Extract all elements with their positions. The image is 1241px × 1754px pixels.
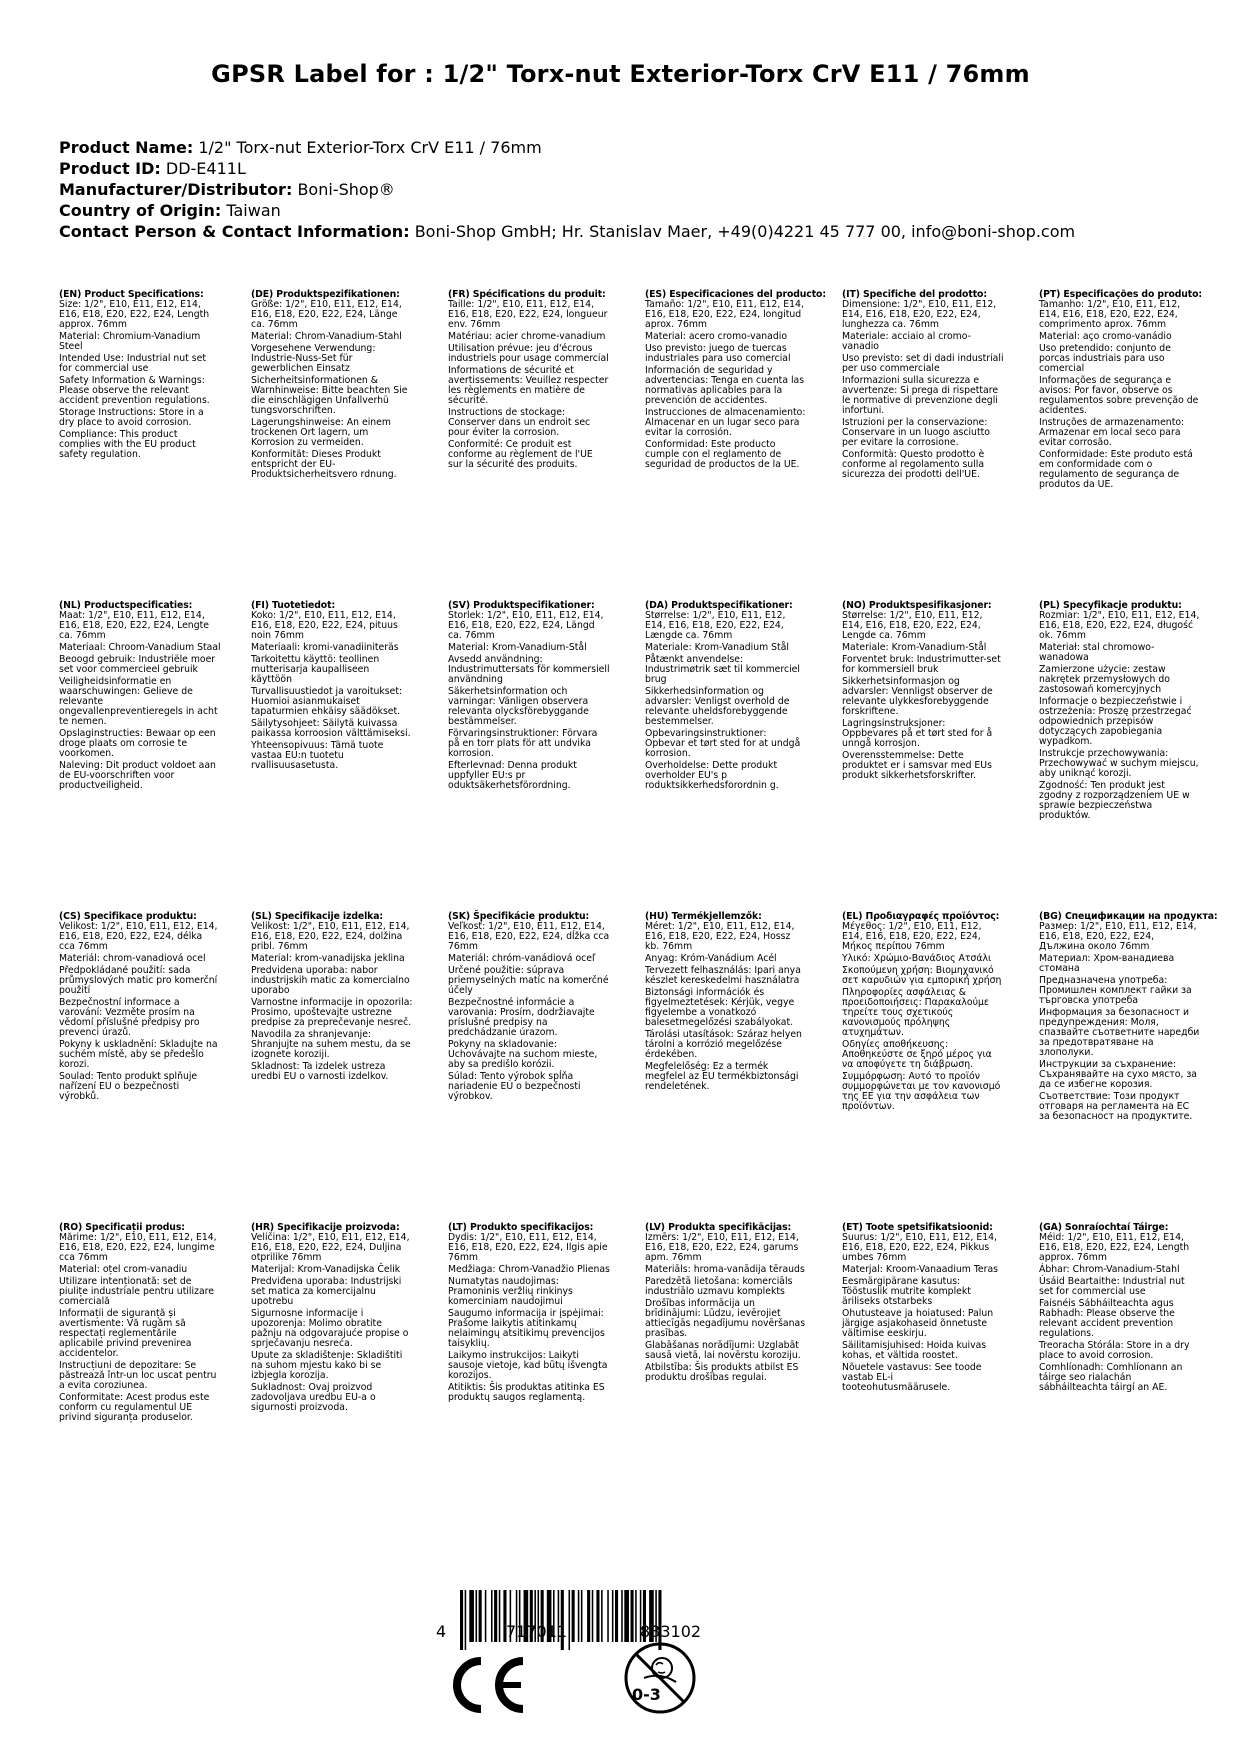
spec-section (842, 601, 1012, 783)
spec-section-header: (LV) Produkta specifikācijas: (645, 1222, 792, 1233)
spec-row (59, 601, 1229, 912)
spec-paragraph: Atbilstība: Šis produkts atbilst ES produktu drošības regulai. (645, 1362, 799, 1383)
spec-paragraph: Glabāšanas norādījumi: Uzglabāt sausā vietā, lai novērstu koroziju. (645, 1340, 801, 1361)
spec-section-header: (BG) Спецификации на продукта: (1039, 911, 1218, 922)
spec-paragraph: Suurus: 1/2", E10, E11, E12, E14, E16, E18, E20, E22, E24, Pikkus umbes 76mm (842, 1232, 997, 1263)
spec-section-header: (NO) Produktspesifikasjoner: (842, 600, 992, 611)
spec-paragraph: Utilizare intenționată: set de piulițe industriale pentru utilizare comercială (59, 1276, 215, 1307)
spec-paragraph: Saugumo informacija ir įspėjimai: Prašome laikytis atitinkamų nelaimingų atsitikimų prevencijos taisyklių. (448, 1308, 605, 1349)
spec-paragraph: Istruzioni per la conservazione: Conservare in un luogo asciutto per evitare la corrosione. (842, 417, 990, 448)
barcode-bar (581, 1590, 583, 1642)
barcode-bar (491, 1590, 493, 1642)
barcode-digit-first: 4 (436, 1622, 447, 1641)
spec-paragraph: Materijal: Krom-Vanadijska Čelik (251, 1264, 401, 1275)
spec-paragraph: Velikost: 1/2", E10, E11, E12, E14, E16, E18, E20, E22, E24, délka cca 76mm (59, 921, 218, 952)
spec-section-header: (ET) Toote spetsifikatsioonid: (842, 1222, 993, 1233)
spec-paragraph: Förvaringsinstruktioner: Förvara på en torr plats för att undvika korrosion. (448, 728, 598, 759)
spec-paragraph: Mărime: 1/2", E10, E11, E12, E14, E16, E18, E20, E22, E24, lungime cca 76mm (59, 1232, 217, 1263)
spec-paragraph: Materiál: chrom-vanadiová ocel (59, 953, 206, 964)
spec-section (645, 1223, 815, 1385)
age-warning-label: 0-3 (632, 1685, 661, 1704)
spec-paragraph: Eesmärgipärane kasutus: Tööstuslik mutrite komplekt äriliseks otstarbeks (842, 1276, 971, 1307)
barcode-bar (621, 1590, 623, 1642)
barcode-bar (635, 1590, 637, 1642)
barcode-digits-left: 717011 (506, 1622, 568, 1641)
barcode-bar (572, 1590, 575, 1642)
spec-paragraph: Navodila za shranjevanje: Shranjujte na suhem mestu, da se izognete koroziji. (251, 1029, 411, 1060)
barcode-digits-right: 833102 (640, 1622, 702, 1641)
contact-label: Contact Person & Contact Information: (59, 222, 410, 241)
spec-paragraph: Předpokládané použití: sada průmyslových matic pro komerční použití (59, 965, 218, 996)
spec-paragraph: Conformidad: Este producto cumple con el reglamento de seguridad de productos de la UE. (645, 439, 800, 470)
spec-section-header: (FI) Tuotetiedot: (251, 600, 336, 611)
page-title: GPSR Label for : 1/2" Torx-nut Exterior-Torx CrV E11 / 76mm (211, 60, 1030, 88)
spec-paragraph: Vorgesehene Verwendung: Industrie-Nuss-Set für gewerblichen Einsatz (251, 343, 376, 374)
spec-paragraph: Material: Krom-Vanadium-Stål (448, 642, 587, 653)
spec-section-header: (EN) Product Specifications: (59, 289, 204, 300)
spec-section (1039, 911, 1218, 1124)
spec-paragraph: Size: 1/2", E10, E11, E12, E14, E16, E18, E20, E22, E24, Length approx. 76mm (59, 299, 210, 330)
spec-section-header: (FR) Spécifications du produit: (448, 289, 606, 300)
spec-section (1039, 601, 1209, 823)
spec-paragraph: Soulad: Tento produkt splňuje nařízení EU o bezpečnosti výrobků. (59, 1071, 198, 1102)
spec-section (842, 1223, 1012, 1395)
spec-section-header: (PL) Specyfikacje produktu: (1039, 600, 1182, 611)
spec-paragraph: Numatytas naudojimas: Pramoninis veržlių rinkinys komerciniam naudojimui (448, 1276, 573, 1307)
barcode-bar (601, 1590, 603, 1642)
spec-paragraph: Sikkerhetsinformasjon og advarsler: Vennligst observer de relevante ulykkesforebyggende forskriftene. (842, 676, 993, 717)
spec-paragraph: Matériau: acier chrome-vanadium (448, 331, 606, 342)
spec-paragraph: Σκοπούμενη χρήση: Βιομηχανικό σετ καρυδιών για εμπορική χρήση (842, 965, 1002, 986)
spec-paragraph: Materiale: Krom-Vanadium Stål (645, 642, 789, 653)
spec-paragraph: Información de seguridad y advertencias: Tenga en cuenta las normativas aplicables para la prevención de accidentes. (645, 365, 805, 406)
spec-section (251, 912, 421, 1084)
spec-paragraph: Instructions de stockage: Conserver dans un endroit sec pour éviter la corrosion. (448, 407, 591, 438)
spec-paragraph: Инструкции за съхранение: Съхранявайте на сухо място, за да се избегне корозия. (1039, 1059, 1198, 1090)
spec-paragraph: Faisnéis Sábháilteachta agus Rabhadh: Please observe the relevant accident prevention regulations. (1039, 1298, 1175, 1339)
spec-paragraph: Πληροφορίες ασφάλειας & προειδοποιήσεις: Παρακαλούμε τηρείτε τους σχετικούς κανονισμούς πρόληψης ατυχημάτων. (842, 987, 989, 1038)
spec-section (251, 290, 421, 482)
spec-paragraph: Instrukcje przechowywania: Przechowywać w suchym miejscu, aby uniknąć korozji. (1039, 748, 1199, 779)
spec-section (1039, 290, 1209, 492)
contact-value: Boni-Shop GmbH; Hr. Stanislav Maer, +49(0)4221 45 777 00, info@boni-shop.com (414, 222, 1076, 241)
spec-paragraph: Súlad: Tento výrobok spĺňa nariadenie EÚ o bezpečnosti výrobkov. (448, 1071, 581, 1102)
spec-paragraph: Tamaño: 1/2", E10, E11, E12, E14, E16, E18, E20, E22, E24, longitud aprox. 76mm (645, 299, 804, 330)
spec-paragraph: Sikkerhedsinformation og advarsler: Venligst overhold de relevante uheldsforebyggende bestemmelser. (645, 686, 790, 727)
spec-section (59, 912, 229, 1104)
spec-paragraph: Naleving: Dit product voldoet aan de EU-voorschriften voor productveiligheid. (59, 760, 216, 791)
spec-section-header: (GA) Sonraíochtaí Táirge: (1039, 1222, 1169, 1233)
ce-mark-icon (449, 1655, 529, 1715)
spec-paragraph: Drošības informācija un brīdinājumi: Lūdzu, ievērojiet attiecīgās negadījumu novēršanas prasības. (645, 1298, 806, 1339)
spec-paragraph: Informations de sécurité et avertissements: Veuillez respecter les règlements en matière de sécurité. (448, 365, 609, 406)
spec-section (251, 601, 421, 773)
spec-paragraph: Instrucciones de almacenamiento: Almacenar en un lugar seco para evitar la corrosión. (645, 407, 806, 438)
spec-paragraph: Conformitate: Acest produs este conform cu regulamentul UE privind siguranța produselor. (59, 1392, 210, 1423)
spec-section (59, 290, 229, 462)
spec-paragraph: Material: aço cromo-vanádio (1039, 331, 1172, 342)
manufacturer-row (59, 179, 1209, 200)
spec-section (645, 289, 826, 472)
spec-paragraph: Säilitamisjuhised: Hoida kuivas kohas, et vältida roostet. (842, 1340, 987, 1361)
spec-paragraph: Taille: 1/2", E10, E11, E12, E14, E16, E18, E20, E22, E24, longueur env. 76mm (448, 299, 608, 330)
ce-mark-text: CE (449, 1655, 451, 1656)
spec-paragraph: Maat: 1/2", E10, E11, E12, E14, E16, E18, E20, E22, E24, Lengte ca. 76mm (59, 610, 209, 641)
specifications-grid (59, 290, 1229, 1534)
spec-paragraph: Dydis: 1/2", E10, E11, E12, E14, E16, E18, E20, E22, E24, Ilgis apie 76mm (448, 1232, 608, 1263)
spec-paragraph: Informações de segurança e avisos: Por favor, observe os regulamentos sobre prevenção de acidentes. (1039, 375, 1199, 416)
spec-section (448, 290, 618, 472)
manufacturer-label: Manufacturer/Distributor: (59, 180, 293, 199)
label-footer (0, 1590, 1241, 1754)
spec-paragraph: Koko: 1/2", E10, E11, E12, E14, E16, E18, E20, E22, E24, pituus noin 76mm (251, 610, 398, 641)
spec-paragraph: Conformidade: Este produto está em conformidade com o regulamento de segurança de produtos da UE. (1039, 449, 1193, 490)
spec-paragraph: Dimensione: 1/2", E10, E11, E12, E14, E16, E18, E20, E22, E24, lunghezza ca. 76mm (842, 299, 997, 330)
barcode-bar (631, 1590, 634, 1642)
spec-paragraph: Uso previsto: juego de tuercas industriales para uso comercial (645, 343, 791, 364)
spec-paragraph: Påtænkt anvendelse: Industrimøtrik sæt til kommerciel brug (645, 654, 800, 685)
spec-paragraph: Veiligheidsinformatie en waarschuwingen: Gelieve de relevante ongevallenpreventieregels in acht te nemen. (59, 676, 218, 727)
spec-paragraph: Safety Information & Warnings: Please observe the relevant accident prevention regulations. (59, 375, 210, 406)
spec-paragraph: Sigurnosne informacije i upozorenja: Molimo obratite pažnju na odgovarajuće propise o sprječavanju nesreća. (251, 1308, 409, 1349)
spec-section-header: (SK) Špecifikácie produktu: (448, 911, 590, 922)
spec-row (59, 912, 1229, 1223)
spec-paragraph: Treoracha Stórála: Store in a dry place to avoid corrosion. (1039, 1340, 1190, 1361)
spec-section (448, 912, 618, 1104)
spec-section-header: (LT) Produkto specifikacijos: (448, 1222, 594, 1233)
spec-paragraph: Pokyny na skladovanie: Uchovávajte na suchom mieste, aby sa predišlo korózii. (448, 1039, 598, 1070)
spec-section (251, 1223, 421, 1415)
spec-paragraph: Uso previsto: set di dadi industriali per uso commerciale (842, 353, 1004, 374)
spec-paragraph: Informazioni sulla sicurezza e avvertenze: Si prega di rispettare le normative di prevenzione degli infortuni. (842, 375, 999, 416)
barcode-bar (469, 1590, 474, 1642)
barcode-bar (615, 1590, 618, 1642)
spec-paragraph: Pokyny k uskladnění: Skladujte na suchém místě, aby se předešlo korozi. (59, 1039, 218, 1070)
product-id-label: Product ID: (59, 159, 161, 178)
spec-paragraph: Instrucțiuni de depozitare: Se păstrează într-un loc uscat pentru a evita coroziunea. (59, 1360, 217, 1391)
spec-paragraph: Určené použitie: súprava priemyselných matíc na komerčné účely (448, 965, 609, 996)
barcode-bar (494, 1590, 497, 1642)
spec-paragraph: Beoogd gebruik: Industriële moer set voor commercieel gebruik (59, 654, 216, 675)
spec-paragraph: Efterlevnad: Denna produkt uppfyller EU:s pr oduktsäkerhetsförordning. (448, 760, 577, 791)
spec-paragraph: Intended Use: Industrial nut set for commercial use (59, 353, 206, 374)
barcode-bar (592, 1590, 594, 1642)
barcode-bar (460, 1590, 463, 1650)
spec-section (645, 912, 815, 1094)
barcode-bar (499, 1590, 501, 1642)
spec-section (842, 290, 1012, 482)
barcode-bar (578, 1590, 580, 1642)
spec-paragraph: Méret: 1/2", E10, E11, E12, E14, E16, E18, E20, E22, E24, Hossz kb. 76mm (645, 921, 795, 952)
spec-paragraph: Размер: 1/2", E10, E11, E12, E14, E16, E18, E20, E22, E24, Дължина около 76mm (1039, 921, 1197, 952)
spec-section (448, 1223, 618, 1405)
spec-paragraph: Biztonsági információk és figyelmeztetések: Kérjük, vegye figyelembe a vonatkozó balesetmegelőzési szabályokat. (645, 987, 795, 1028)
country-row (59, 200, 1209, 221)
spec-paragraph: Ohutusteave ja hoiatused: Palun järgige asjakohaseid õnnetuste vältimise eeskirju. (842, 1308, 994, 1339)
spec-paragraph: Instruções de armazenamento: Armazenar em local seco para evitar corrosão. (1039, 417, 1185, 448)
spec-paragraph: Atitiktis: Šis produktas atitinka ES produktų saugos reglamentą. (448, 1382, 605, 1403)
product-info (59, 137, 1209, 242)
spec-paragraph: Υλικό: Χρώμιο-Βανάδιος Ατσάλι (842, 953, 992, 964)
barcode-bar (612, 1590, 614, 1642)
spec-paragraph: Predvidena uporaba: nabor industrijskih matic za komercialno uporabo (251, 965, 410, 996)
barcode-bar (624, 1590, 629, 1642)
country-value: Taiwan (226, 201, 281, 220)
spec-paragraph: Opbevaringsinstruktioner: Opbevar et tørt sted for at undgå korrosion. (645, 728, 801, 759)
spec-section-header: (CS) Specifikace produktu: (59, 911, 197, 922)
spec-paragraph: Méid: 1/2", E10, E11, E12, E14, E16, E18, E20, E22, E24, Length approx. 76mm (1039, 1232, 1190, 1263)
spec-paragraph: Conformità: Questo prodotto è conforme al regolamento sulla sicurezza dei prodotti dell'UE. (842, 449, 985, 480)
spec-paragraph: Tarkoitettu käyttö: teollinen mutterisarja kaupalliseen käyttöön (251, 654, 380, 685)
spec-paragraph: Opslaginstructies: Bewaar op een droge plaats om corrosie te voorkomen. (59, 728, 216, 759)
spec-paragraph: Съответствие: Този продукт отговаря на регламента на ЕС за безопасност на продуктите. (1039, 1091, 1193, 1122)
barcode-bar (587, 1590, 590, 1642)
spec-paragraph: Μέγεθος: 1/2", E10, E11, E12, E14, E16, E18, E20, E22, E24, Μήκος περίπου 76mm (842, 921, 982, 952)
spec-section (59, 1223, 229, 1425)
spec-paragraph: Material: Chrom-Vanadium-Stahl (251, 331, 402, 342)
barcode-bar (485, 1590, 487, 1642)
spec-paragraph: Veličina: 1/2", E10, E11, E12, E14, E16, E18, E20, E22, E24, Duljina otprilike 76mm (251, 1232, 410, 1263)
spec-section (842, 912, 1012, 1114)
spec-paragraph: Izmērs: 1/2", E10, E11, E12, E14, E16, E18, E20, E22, E24, garums apm. 76mm (645, 1232, 799, 1263)
spec-paragraph: Größe: 1/2", E10, E11, E12, E14, E16, E18, E20, E22, E24, Länge ca. 76mm (251, 299, 402, 330)
barcode-bar (476, 1590, 478, 1642)
spec-section (1039, 1223, 1209, 1395)
spec-paragraph: Bezpečnostné informácie a varovania: Prosím, dodržiavajte príslušné predpisy na predchádzanie úrazom. (448, 997, 595, 1038)
spec-paragraph: Materiale: Krom-Vanadium-Stål (842, 642, 987, 653)
barcode-bar (596, 1590, 599, 1642)
spec-section-header: (RO) Specificații produs: (59, 1222, 185, 1233)
spec-paragraph: Compliance: This product complies with the EU product safety regulation. (59, 429, 196, 460)
spec-paragraph: Turvallisuustiedot ja varoitukset: Huomioi asianmukaiset tapaturmien ehkäisy säädökset. (251, 686, 403, 717)
spec-paragraph: Overholdelse: Dette produkt overholder EU's p roduktsikkerhedsforordnin g. (645, 760, 779, 791)
spec-paragraph: Materiaal: Chroom-Vanadium Staal (59, 642, 221, 653)
spec-paragraph: Størrelse: 1/2", E10, E11, E12, E14, E16, E18, E20, E22, E24, Længde ca. 76mm (645, 610, 786, 641)
spec-paragraph: Paredzētā lietošana: komerciāls industriālo uzmavu komplekts (645, 1276, 793, 1297)
spec-paragraph: Storlek: 1/2", E10, E11, E12, E14, E16, E18, E20, E22, E24, Längd ca. 76mm (448, 610, 604, 641)
product-name-row (59, 137, 1209, 158)
spec-section-header: (ES) Especificaciones del producto: (645, 289, 826, 300)
spec-paragraph: Skladnost: Ta izdelek ustreza uredbi EU o varnosti izdelkov. (251, 1061, 389, 1082)
spec-paragraph: Conformité: Ce produit est conforme au règlement de l'UE sur la sécurité des produits. (448, 439, 593, 470)
spec-paragraph: Tárolási utasítások: Száraz helyen tárolni a korrózió megelőzése érdekében. (645, 1029, 802, 1060)
spec-paragraph: Материал: Хром-ванадиева стомана (1039, 953, 1175, 974)
spec-paragraph: Predviđena uporaba: Industrijski set matica za komercijalnu upotrebu (251, 1276, 402, 1307)
spec-section-header: (SL) Specifikacije izdelka: (251, 911, 384, 922)
spec-section-header: (IT) Specifiche del prodotto: (842, 289, 987, 300)
contact-row (59, 221, 1209, 242)
barcode-bar (569, 1590, 571, 1650)
spec-paragraph: Tamanho: 1/2", E10, E11, E12, E14, E16, E18, E20, E22, E24, comprimento aprox. 76mm (1039, 299, 1181, 330)
spec-paragraph: Forventet bruk: Industrimutter-set for kommersiell bruk (842, 654, 1001, 675)
not-for-children-0-3-icon (622, 1640, 698, 1716)
spec-paragraph: Lagringsinstruksjoner: Oppbevares på et tørt sted for å unngå korrosjon. (842, 718, 993, 749)
spec-paragraph: Tervezett felhasználás: Ipari anya készlet kereskedelmi használatra (645, 965, 801, 986)
spec-paragraph: Comhlíonadh: Comhlíonann an táirge seo rialachán sábháilteachta táirgí an AE. (1039, 1362, 1183, 1393)
spec-section-header: (HU) Termékjellemzők: (645, 911, 762, 922)
spec-section-header: (EL) Προδιαγραφές προϊόντος: (842, 911, 1000, 922)
spec-paragraph: Lagerungshinweise: An einem trockenen Ort lagern, um Korrosion zu vermeiden. (251, 417, 391, 448)
country-label: Country of Origin: (59, 201, 222, 220)
barcode-bar (561, 1590, 564, 1650)
spec-paragraph: Material: krom-vanadijska jeklina (251, 953, 405, 964)
spec-paragraph: Anyag: Króm-Vanádium Acél (645, 953, 777, 964)
spec-paragraph: Rozmiar: 1/2", E10, E11, E12, E14, E16, E18, E20, E22, E24, długość ok. 76mm (1039, 610, 1200, 641)
product-id-value: DD-E411L (165, 159, 246, 178)
spec-section (448, 601, 618, 793)
spec-paragraph: Material: acero cromo-vanadio (645, 331, 788, 342)
spec-paragraph: Materiál: chróm-vanádiová oceľ (448, 953, 596, 964)
spec-paragraph: Medžiaga: Chrom-Vanadžio Plienas (448, 1264, 610, 1275)
spec-section-header: (DA) Produktspecifikationer: (645, 600, 793, 611)
spec-paragraph: Zgodność: Ten produkt jest zgodny z rozporządzeniem UE w sprawie bezpieczeństwa produktów. (1039, 780, 1190, 821)
spec-paragraph: Bezpečnostní informace a varování: Vezměte prosím na vědomí příslušné předpisy pro prevenci úrazů. (59, 997, 200, 1038)
spec-section (645, 601, 815, 793)
spec-section-header: (HR) Specifikacije proizvoda: (251, 1222, 400, 1233)
spec-section-header: (PT) Especificações do produto: (1039, 289, 1203, 300)
spec-paragraph: Overensstemmelse: Dette produktet er i samsvar med EUs produkt sikkerhetsforskrifter. (842, 750, 992, 781)
spec-paragraph: Material: oțel crom-vanadiu (59, 1264, 188, 1275)
spec-paragraph: Laikymo instrukcijos: Laikyti sausoje vietoje, kad būtų išvengta korozijos. (448, 1350, 608, 1381)
spec-paragraph: Предназначена употреба: Промишлен комплект гайки за търговска употреба (1039, 975, 1192, 1006)
spec-paragraph: Yhteensopivuus: Tämä tuote vastaa EU:n tuotetu rvallisuusasetusta. (251, 740, 384, 771)
spec-paragraph: Konformität: Dieses Produkt entspricht der EU-Produktsicherheitsvero rdnung. (251, 449, 397, 480)
spec-paragraph: Informacje o bezpieczeństwie i ostrzeżenia: Proszę przestrzegać odpowiednich przepisów dotyczących zapobiegania wypadkom. (1039, 696, 1192, 747)
spec-paragraph: Materiāls: hroma-vanādija tērauds (645, 1264, 805, 1275)
spec-section-header: (DE) Produktspezifikationen: (251, 289, 400, 300)
barcode-bar (607, 1590, 609, 1642)
spec-paragraph: Zamierzone użycie: zestaw nakrętek przemysłowych do zastosowań komercyjnych (1039, 664, 1170, 695)
spec-paragraph: Uso pretendido: conjunto de porcas industriais para uso comercial (1039, 343, 1171, 374)
spec-paragraph: Οδηγίες αποθήκευσης: Αποθηκεύστε σε ξηρό μέρος για να αποφύγετε τη διάβρωση. (842, 1039, 992, 1070)
spec-paragraph: Storage Instructions: Store in a dry place to avoid corrosion. (59, 407, 204, 428)
barcode-bar (479, 1590, 482, 1642)
spec-paragraph: Úsáid Beartaithe: Industrial nut set for commercial use (1039, 1276, 1185, 1297)
product-name-label: Product Name: (59, 138, 194, 157)
spec-paragraph: Velikost: 1/2", E10, E11, E12, E14, E16, E18, E20, E22, E24, dolžina pribl. 76mm (251, 921, 410, 952)
spec-section-header: (NL) Productspecificaties: (59, 600, 193, 611)
spec-paragraph: Sukladnost: Ovaj proizvod zadovoljava uredbu EU-a o sigurnosti proizvoda. (251, 1382, 376, 1413)
barcode-bar (465, 1590, 467, 1650)
spec-paragraph: Veľkosť: 1/2", E10, E11, E12, E14, E16, E18, E20, E22, E24, dĺžka cca 76mm (448, 921, 610, 952)
spec-paragraph: Ábhar: Chrom-Vanadium-Stahl (1039, 1264, 1180, 1275)
spec-paragraph: Συμμόρφωση: Αυτό το προϊόν συμμορφώνεται με τον κανονισμό της ΕΕ για την ασφάλεια των προϊόντων. (842, 1071, 1001, 1112)
spec-paragraph: Säilytysohjeet: Säilytä kuivassa paikassa korroosion välttämiseksi. (251, 718, 411, 739)
spec-paragraph: Materiał: stal chromowo-wanadowa (1039, 642, 1155, 663)
spec-paragraph: Materjal: Kroom-Vanaadium Teras (842, 1264, 999, 1275)
spec-paragraph: Säkerhetsinformation och varningar: Vänligen observera relevanta olycksförebyggande bestämmelser. (448, 686, 589, 727)
spec-row (59, 290, 1229, 601)
spec-paragraph: Sicherheitsinformationen & Warnhinweise: Bitte beachten Sie die einschlägigen Unfallverhü tungsvorschriften. (251, 375, 408, 416)
spec-paragraph: Material: Chromium-Vanadium Steel (59, 331, 201, 352)
spec-paragraph: Varnostne informacije in opozorila: Prosimo, upoštevajte ustrezne predpise za preprečevanje nesreč. (251, 997, 413, 1028)
spec-paragraph: Størrelse: 1/2", E10, E11, E12, E14, E16, E18, E20, E22, E24, Lengde ca. 76mm (842, 610, 983, 641)
spec-paragraph: Nõuetele vastavus: See toode vastab EL-i tooteohutusmäärusele. (842, 1362, 982, 1393)
spec-paragraph: Informații de siguranță și avertismente: Vă rugăm să respectați reglementările aplicabile privind prevenirea accidentelor. (59, 1308, 192, 1359)
manufacturer-value: Boni-Shop® (297, 180, 395, 199)
product-name-value: 1/2" Torx-nut Exterior-Torx CrV E11 / 76mm (198, 138, 542, 157)
spec-section-header: (SV) Produktspecifikationer: (448, 600, 595, 611)
spec-row (59, 1223, 1229, 1534)
product-id-row (59, 158, 1209, 179)
spec-paragraph: Materiaali: kromi-vanadiiniteräs (251, 642, 399, 653)
spec-paragraph: Materiale: acciaio al cromo-vanadio (842, 331, 971, 352)
spec-paragraph: Информация за безопасност и предупреждения: Моля, спазвайте съответните наредби за предотвратяване на злополуки. (1039, 1007, 1200, 1058)
spec-paragraph: Avsedd användning: Industrimuttersats för kommersiell användning (448, 654, 610, 685)
spec-paragraph: Upute za skladištenje: Skladištiti na suhom mjestu kako bi se izbjegla korozija. (251, 1350, 403, 1381)
spec-paragraph: Megfelelőség: Ez a termék megfelel az EU termékbiztonsági rendeletének. (645, 1061, 799, 1092)
spec-paragraph: Utilisation prévue: jeu d'écrous industriels pour usage commercial (448, 343, 609, 364)
spec-section (59, 601, 229, 793)
